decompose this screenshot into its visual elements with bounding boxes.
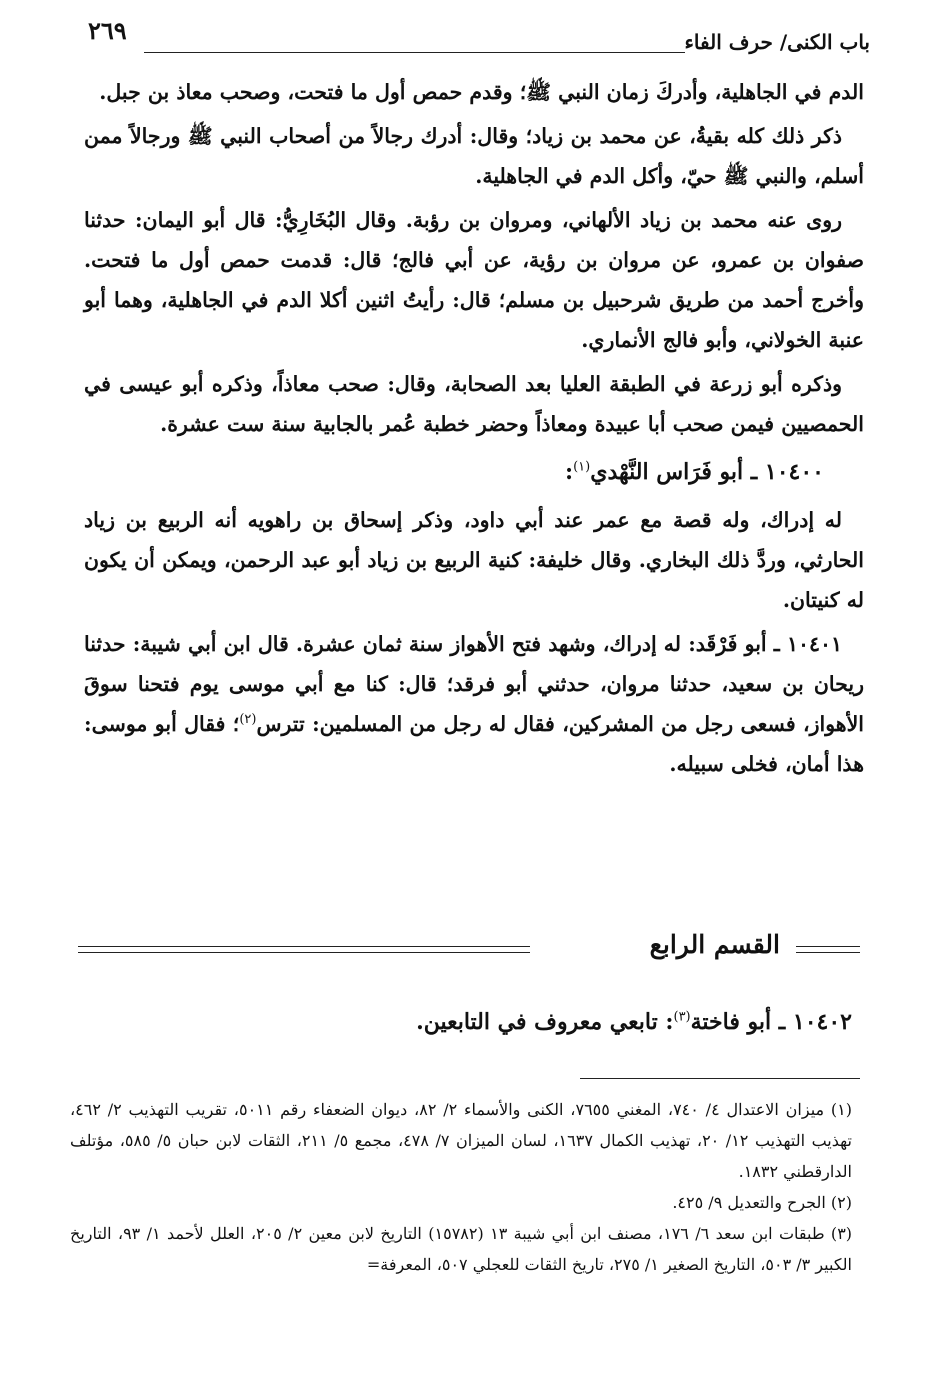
footnote-1: (١) ميزان الاعتدال ٤/ ٧٤٠، المغني ٧٦٥٥، الكنى والأسماء ٢/ ٨٢، ديوان الضعفاء رقم ٥٠١١، تقريب التهذيب ٢/ ٤٦٢، تهذيب التهذيب ١٢/ ٢٠، تهذيب الكمال ١٦٣٧، لسان الميزان ٧/ ٤٧٨، مجمع ٥/ ٢١١، الثقات لابن حبان ٥/ ٥٨٥، مؤتلف الدارقطني ١٨٣٢. xyxy=(70,1100,852,1181)
main-text xyxy=(84,72,864,788)
header-rule xyxy=(144,52,685,53)
running-header xyxy=(78,12,870,60)
entry-10401-text-b: ؛ فقال أبو موسى: هذا أمان، فخلى سبيله. xyxy=(84,712,864,776)
header-title: باب الكنى/ حرف الفاء xyxy=(684,30,870,54)
entry-10402-text: : تابعي معروف في التابعين. xyxy=(416,1009,674,1035)
entry-10401-text-a: ١٠٤٠١ ـ أبو فَرْقَد: له إدراك، وشهد فتح الأهواز سنة ثمان عشرة. قال ابن أبي شيبة: حدثنا ريحان بن سعيد، حدثنا مروان، حدثني أبو فرقد؛ قال: كنا مع أبي موسى يوم فتحنا سوقَ الأهواز، فسعى رجل من المشركين، فقال له رجل من المسلمين: تترس xyxy=(84,632,864,736)
entry-10400-heading xyxy=(84,450,864,494)
footnotes xyxy=(70,1094,852,1280)
paragraph-4: وذكره أبو زرعة في الطبقة العليا بعد الصحابة، وقال: صحب معاذاً، وذكره أبو عيسى في الحمصيين فيمن صحب أبا عبيدة ومعاذاً وحضر خطبة عُمر بالجابية سنة ست عشرة. xyxy=(84,372,864,436)
entry-10402 xyxy=(84,1000,852,1044)
footnote-separator xyxy=(580,1078,860,1079)
section-rule-left xyxy=(78,946,530,953)
section-rule-right xyxy=(796,946,860,953)
page-number: ٢٦٩ xyxy=(88,16,127,45)
entry-10400-title: ١٠٤٠٠ ـ أبو فَرَاس النَّهْدي xyxy=(590,459,824,485)
entry-10401 xyxy=(84,624,864,784)
entry-10400-colon: : xyxy=(564,459,574,485)
paragraph-3: روى عنه محمد بن زياد الألهاني، ومروان بن رؤبة. وقال البُخَارِيُّ: قال أبو اليمان: حدثنا صفوان بن عمرو، عن مروان بن رؤية، عن أبي فالج؛ قال: قدمت حمص أول ما فتحت. وأخرج أحمد من طريق شرحبيل بن مسلم؛ قال: رأيتُ اثنين أكلا الدم في الجاهلية، وهما أبو عنبة الخولاني، وأبو فالج الأنماري. xyxy=(84,208,864,352)
paragraph-2: ذكر ذلك كله بقيةُ، عن محمد بن زياد؛ وقال: أدرك رجالاً من أصحاب النبي ﷺ ورجالاً ممن أسلم، والنبي ﷺ حيّ، وأكل الدم في الجاهلية. xyxy=(84,124,864,188)
entry-10402-title: ١٠٤٠٢ ـ أبو فاختة xyxy=(690,1009,852,1035)
footnote-2: (٢) الجرح والتعديل ٩/ ٤٢٥. xyxy=(672,1193,852,1212)
footnote-3: (٣) طبقات ابن سعد ٦/ ١٧٦، مصنف ابن أبي شيبة ١٣ (١٥٧٨٢) التاريخ لابن معين ٢/ ٢٠٥، العلل لأحمد ١/ ٩٣، التاريخ الكبير ٣/ ٥٠٣، التاريخ الصغير ١/ ٢٧٥، تاريخ الثقات للعجلي ٥٠٧، المعرفة= xyxy=(70,1224,853,1274)
paragraph-5: له إدراك، وله قصة مع عمر عند أبي داود، وذكر إسحاق بن راهويه أنه الربيع بن زياد الحارثي، وردَّ ذلك البخاري. وقال خليفة: كنية الربيع بن زياد أبو عبد الرحمن، ويمكن أن يكون له كنيتان. xyxy=(84,508,864,612)
paragraph-continuation: الدم في الجاهلية، وأدركَ زمان النبي ﷺ؛ وقدم حمص أول ما فتحت، وصحب معاذ بن جبل. xyxy=(99,80,864,104)
section-title: القسم الرابع xyxy=(649,930,780,959)
section-divider xyxy=(78,930,860,980)
footnote-ref-2: (٢) xyxy=(239,712,257,728)
footnote-ref-3: (٣) xyxy=(673,1009,691,1025)
footnote-ref-1: (١) xyxy=(573,459,591,475)
